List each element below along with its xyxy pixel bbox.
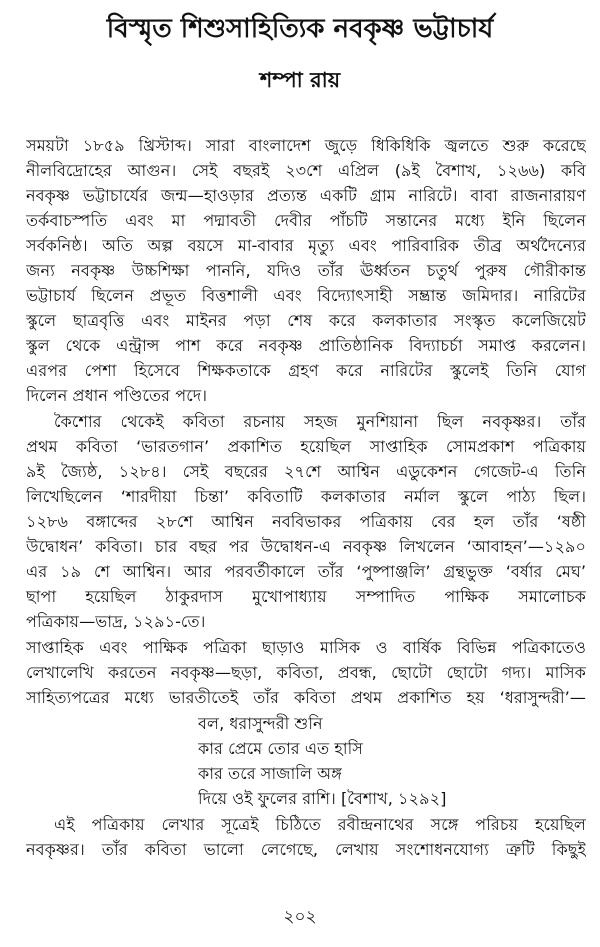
text-line: ১২৮৬ বঙ্গাব্দের ২৮শে আশ্বিন নববিভাকর পত্রিকায় বের হল তাঁর ‘ষষ্ঠী (26, 512, 586, 531)
text-line: ভট্টাচার্য ছিলেন প্রভূত বিত্তশালী এবং বিদ্যোৎসাহী সম্ভ্রান্ত জমিদার। নারিটের (26, 286, 586, 305)
verse-line: কার প্রেমে তোর এত হাসি (198, 739, 363, 758)
text-line: উদ্বোধন’ কবিতা। চার বছর পর উদ্বোধন-এ নবকৃষ্ণ লিখলেন ‘আবাহন’—১২৯০ (26, 537, 586, 556)
text-line: সর্বকনিষ্ঠ। অতি অল্প বয়সে মা-বাবার মৃত্যু এবং পারিবারিক তীব্র অর্থদৈন্যের (26, 236, 586, 255)
text-line: নবকৃষ্ণর। তাঁর কবিতা ভালো লেগেছে, লেখায় সংশোধনযোগ্য ত্রুটি কিছুই (26, 840, 586, 859)
text-line: স্কুলে ছাত্রবৃত্তি এবং মাইনর পড়া শেষ করে কলকাতার সংস্কৃত কলেজিয়েট (26, 311, 586, 330)
page-number: ২০২ (283, 907, 317, 927)
author-name: শম্পা রায় (259, 68, 341, 92)
text-line: দিলেন প্রধান পণ্ডিতের পদে। (26, 386, 207, 405)
text-line: জন্য নবকৃষ্ণ উচ্চশিক্ষা পাননি, যদিও তাঁর ঊর্ধ্বতন চতুর্থ পুরুষ গৌরীকান্ত (26, 261, 586, 280)
text-line: কৈশোর থেকেই কবিতা রচনায় সহজ মুনশিয়ানা ছিল নবকৃষ্ণর। তাঁর (54, 412, 586, 431)
text-line: স্কুল থেকে এন্ট্রান্স পাশ করে নবকৃষ্ণ প্রাতিষ্ঠানিক বিদ্যাচর্চা সমাপ্ত করলেন। (26, 336, 586, 355)
text-line: এর ১৯ শে আশ্বিন। আর পরবর্তীকালে তাঁর ‘পুষ্পাঞ্জলি’ গ্রন্থভুক্ত ‘বর্ষার মেঘ’ (26, 562, 586, 581)
text-line: নীলবিদ্রোহের আগুন। সেই বছরই ২৩শে এপ্রিল (৯ই বৈশাখ, ১২৬৬) কবি (26, 161, 586, 180)
text-line: তর্কবাচস্পতি এবং মা পদ্মাবতী দেবীর পাঁচটি সন্তানের মধ্যে ইনি ছিলেন (26, 211, 586, 230)
text-line: লেখালেখি করতেন নবকৃষ্ণ—ছড়া, কবিতা, প্রবন্ধ, ছোটো ছোটো গদ্য। মাসিক (26, 663, 586, 682)
verse-line: কার তরে সাজালি অঙ্গ (198, 764, 342, 783)
verse-line: দিয়ে ওই ফুলের রাশি। [বৈশাখ, ১২৯২] (198, 789, 447, 808)
text-line: লিখেছিলেন ‘শারদীয়া চিন্তা’ কবিতাটি কলকাতার নর্মাল স্কুলে পাঠ্য ছিল। (26, 487, 586, 506)
text-line: পত্রিকায়—ভাদ্র, ১২৯১-তে। (26, 612, 206, 631)
verse-line: বল, ধরাসুন্দরী শুনি (198, 714, 323, 733)
text-line: সাহিত্যপত্রের মধ্যে ভারতীতেই তাঁর কবিতা প্রথম প্রকাশিত হয় ‘ধরাসুন্দরী’— (26, 688, 586, 707)
text-line: সাপ্তাহিক এবং পাক্ষিক পত্রিকা ছাড়াও মাসিক ও বার্ষিক বিভিন্ন পত্রিকাতেও (26, 638, 586, 657)
text-line: নবকৃষ্ণ ভট্টাচার্যের জন্ম—হাওড়ার প্রত্যন্ত একটি গ্রাম নারিটে। বাবা রাজনারায়ণ (26, 186, 586, 205)
text-line: ৯ই জ্যৈষ্ঠ, ১২৮৪। সেই বছরের ২৭শে আশ্বিন এডুকেশন গেজেট-এ তিনি (26, 462, 586, 481)
text-line: এরপর পেশা হিসেবে শিক্ষকতাকে গ্রহণ করে নারিটের স্কুলেই তিনি যোগ (26, 361, 586, 380)
text-line: এই পত্রিকায় লেখার সূত্রেই চিঠিতে রবীন্দ্রনাথের সঙ্গে পরিচয় হয়েছিল (54, 815, 586, 834)
text-line: সময়টা ১৮৫৯ খ্রিস্টাব্দ। সারা বাংলাদেশ জুড়ে ধিকিধিকি জ্বলতে শুরু করেছে (26, 136, 586, 155)
text-line: প্রথম কবিতা ‘ভারতগান’ প্রকাশিত হয়েছিল সাপ্তাহিক সোমপ্রকাশ পত্রিকায় (26, 437, 586, 456)
article-title: বিস্মৃত শিশুসাহিত্যিক নবকৃষ্ণ ভট্টাচার্য (106, 14, 494, 44)
text-line: ছাপা হয়েছিল ঠাকুরদাস মুখোপাধ্যায় সম্পাদিত পাক্ষিক সমালোচক (26, 587, 586, 606)
